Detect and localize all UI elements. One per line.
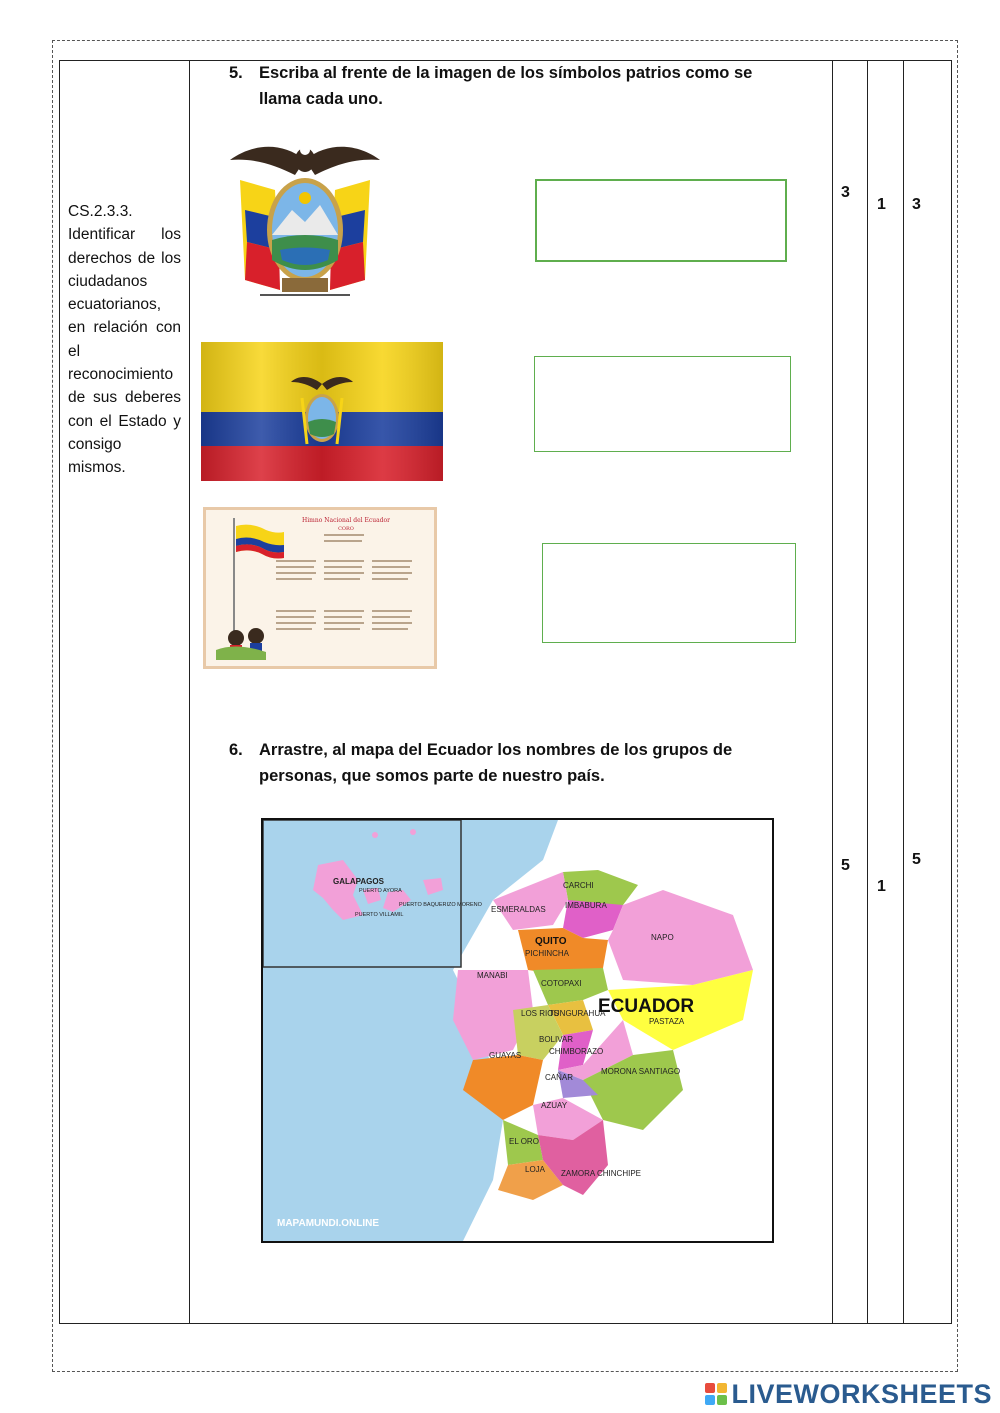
score-q5-col1: 3 bbox=[841, 184, 850, 201]
province-label: EL ORO bbox=[509, 1137, 539, 1146]
score-q6-col3: 5 bbox=[912, 851, 921, 868]
question-5 bbox=[229, 60, 829, 114]
province-label: MORONA SANTIAGO bbox=[601, 1067, 681, 1076]
column-divider-4 bbox=[903, 60, 904, 1324]
column-divider-3 bbox=[867, 60, 868, 1324]
score-q6-col2: 1 bbox=[877, 878, 886, 895]
question-text-line-2: personas, que somos parte de nuestro país. bbox=[259, 767, 605, 785]
province-label: GUAYAS bbox=[489, 1051, 522, 1060]
score-q5-col2: 1 bbox=[877, 196, 886, 213]
province-label: ZAMORA CHINCHIPE bbox=[561, 1169, 642, 1178]
liveworksheets-logo[interactable] bbox=[705, 1378, 992, 1410]
question-text-line-2: llama cada uno. bbox=[259, 90, 383, 108]
province-label: TUNGURAHUA bbox=[549, 1009, 606, 1018]
question-number: 5. bbox=[229, 64, 243, 82]
flag-image bbox=[201, 342, 443, 481]
province-label: CHIMBORAZO bbox=[549, 1047, 604, 1056]
puerto-ayora-label: PUERTO AYORA bbox=[359, 888, 402, 894]
question-text-line-1: Arrastre, al mapa del Ecuador los nombres de los grupos de bbox=[259, 741, 733, 759]
province-label: PICHINCHA bbox=[525, 949, 570, 958]
puerto-villamil-label: PUERTO VILLAMIL bbox=[355, 912, 404, 918]
province-label: COTOPAXI bbox=[541, 979, 582, 988]
map-watermark: MAPAMUNDI.ONLINE bbox=[277, 1218, 380, 1229]
puerto-baquerizo-label: PUERTO BAQUERIZO MORENO bbox=[399, 902, 482, 908]
score-q6-col1: 5 bbox=[841, 857, 850, 874]
score-q5-col3: 3 bbox=[912, 196, 921, 213]
province-label: PASTAZA bbox=[649, 1017, 685, 1026]
column-divider-1 bbox=[189, 60, 190, 1324]
province-label: IMBABURA bbox=[565, 901, 607, 910]
province-label: LOS RIOS bbox=[521, 1009, 559, 1018]
column-divider-2 bbox=[832, 60, 833, 1324]
logo-text: LIVEWORKSHEETS bbox=[731, 1378, 992, 1409]
coat-of-arms-image bbox=[220, 130, 390, 310]
answer-box-coat-of-arms[interactable] bbox=[535, 179, 787, 262]
ecuador-country-label: ECUADOR bbox=[598, 996, 695, 1017]
province-label: BOLIVAR bbox=[539, 1035, 574, 1044]
anthem-title: Himno Nacional del Ecuador bbox=[302, 517, 390, 524]
province-label: NAPO bbox=[651, 933, 674, 942]
question-text-line-1: Escriba al frente de la imagen de los símbolos patrios como se bbox=[259, 64, 753, 82]
question-number: 6. bbox=[229, 741, 243, 759]
anthem-chorus: CORO bbox=[338, 526, 354, 532]
question-6 bbox=[229, 737, 829, 791]
ecuador-map[interactable] bbox=[261, 818, 774, 1243]
province-label: ESMERALDAS bbox=[491, 905, 546, 914]
learning-objective: CS.2.3.3. Identificar los derechos de los ciudadanos ecuatorianos, en relación con el reconocimiento de sus deberes con el Estado y consigo mismos. bbox=[68, 203, 181, 477]
national-anthem-image bbox=[203, 507, 437, 669]
logo-grid-icon bbox=[705, 1383, 727, 1405]
province-label: CAÑAR bbox=[545, 1073, 574, 1082]
province-label: LOJA bbox=[525, 1165, 546, 1174]
province-label: MANABI bbox=[477, 971, 508, 980]
province-label: AZUAY bbox=[541, 1101, 568, 1110]
answer-box-anthem[interactable] bbox=[542, 543, 796, 643]
galapagos-label: GALAPAGOS bbox=[333, 877, 384, 886]
capital-label: QUITO bbox=[535, 936, 567, 947]
province-label: CARCHI bbox=[563, 881, 594, 890]
answer-box-flag[interactable] bbox=[534, 356, 791, 452]
